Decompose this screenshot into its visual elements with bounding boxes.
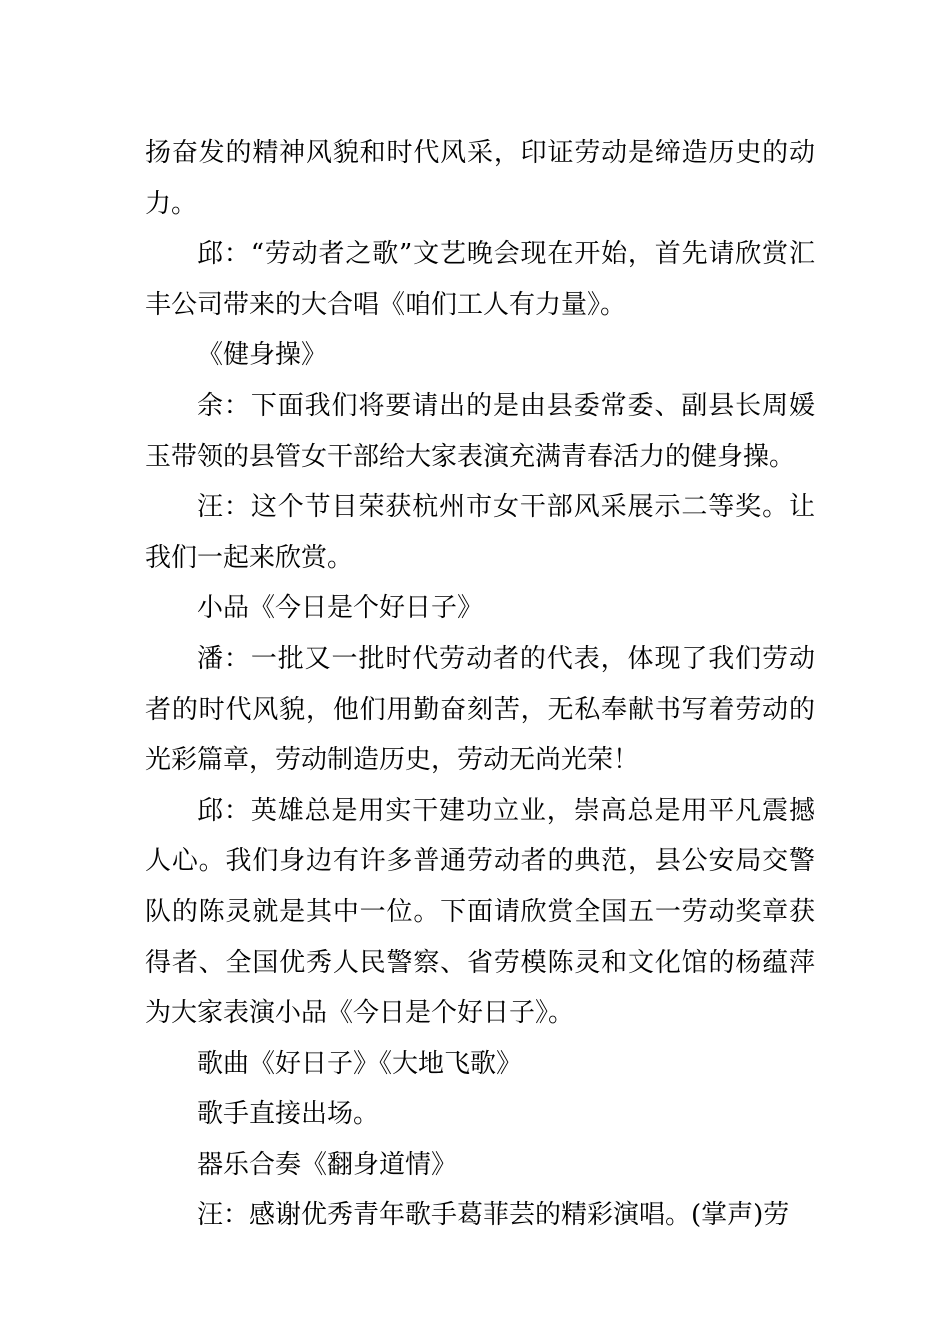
paragraph-continuation: 扬奋发的精神风貌和时代风采，印证劳动是缔造历史的动力。: [145, 138, 815, 219]
stage-direction-singer: 歌手直接出场。: [197, 1099, 380, 1130]
paragraph-host-qiu-hero: 邱：英雄总是用实干建功立业，崇高总是用平凡震撼人心。我们身边有许多普通劳动者的典范，县公安局交警队的陈灵就是其中一位。下面请欣赏全国五一劳动奖章获得者、全国优秀人民警察、省劳模陈灵和文化馆的杨蕴萍为大家表演小品《今日是个好日子》。: [145, 795, 815, 1029]
document-body: [145, 128, 815, 1241]
paragraph-host-qiu-opening: 邱：“劳动者之歌”文艺晚会现在开始，首先请欣赏汇丰公司带来的大合唱《咱们工人有力量》。: [145, 239, 815, 320]
program-title-fitness: 《健身操》: [197, 340, 328, 371]
program-title-sketch: 小品《今日是个好日子》: [197, 593, 484, 624]
paragraph-host-wang-thanks: 汪：感谢优秀青年歌手葛菲芸的精彩演唱。(掌声)劳: [197, 1200, 790, 1231]
paragraph-host-pan: 潘：一批又一批时代劳动者的代表，体现了我们劳动者的时代风貌，他们用勤奋刻苦，无私奉献书写着劳动的光彩篇章，劳动制造历史，劳动无尚光荣！: [145, 643, 815, 776]
paragraph-host-wang-award: 汪：这个节目荣获杭州市女干部风采展示二等奖。让我们一起来欣赏。: [145, 492, 815, 573]
program-title-songs: 歌曲《好日子》《大地飞歌》: [197, 1048, 523, 1079]
program-title-ensemble: 器乐合奏《翻身道情》: [197, 1149, 458, 1180]
paragraph-host-yu: 余：下面我们将要请出的是由县委常委、副县长周媛玉带领的县管女干部给大家表演充满青春活力的健身操。: [145, 390, 815, 472]
